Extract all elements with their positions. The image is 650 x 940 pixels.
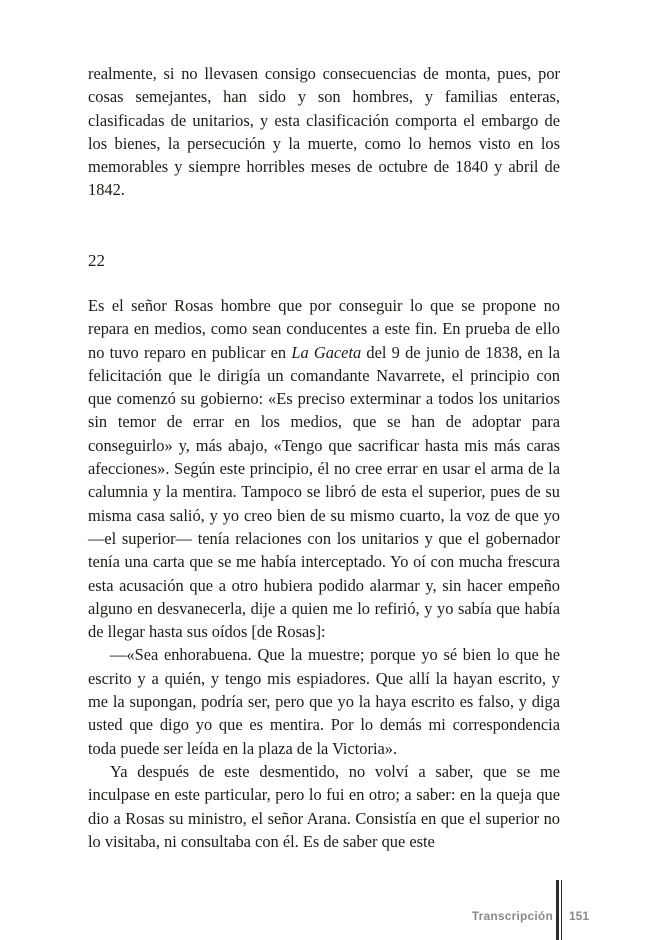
- paragraph-1-before-italic: Es el señor Rosas hombre que por conseguir lo que se propone no repara en medios, como sean conducentes a este fin. En prueba de ello no tuvo reparo en publicar en: [88, 296, 560, 362]
- paragraph-continuation: realmente, si no llevasen consigo consecuencias de monta, pues, por cosas semejantes, han sido y son hombres, y familias enteras, clasificadas de unitarios, y esta clasificación comporta el embargo de los bienes, la persecución y la muerte, como lo hemos visto en los memorables y siempre horribles meses de octubre de 1840 y abril de 1842.: [88, 64, 560, 200]
- text-block-main: [88, 294, 560, 853]
- paragraph-1-after-italic: del 9 de junio de 1838, en la felicitación que le dirigía un comandante Navarrete, el principio con que comenzó su gobierno: «Es preciso exterminar a todos los unitarios sin temor de errar en los medios, que se han de adoptar para conseguirlo» y, más abajo, «Tengo que sacrificar hasta mis más caras afecciones». Según este principio, él no cree errar en usar el arma de la calumnia y la mentira. Tampoco se libró de esta el superior, pues de su misma casa salió, y yo creo bien de su mismo cuarto, la voz de que yo —el superior— tenía relaciones con los unitarios y que el gobernador tenía una carta que se me había interceptado. Yo oí con mucha frescura esta acusación que a otro hubiera podido alarmar y, sin hacer empeño alguno en desvanecerla, dije a quien me lo refirió, y yo sabía que había de llegar hasta sus oídos [de Rosas]:: [88, 342, 560, 642]
- footer-divider-thick: [556, 880, 559, 940]
- footer-divider-thin: [561, 880, 562, 940]
- paragraph-3: Ya después de este desmentido, no volví a saber, que se me inculpase en este particular, pero lo fui en otro; a saber: en la queja que dio a Rosas su ministro, el señor Arana. Consistía en que el superior no lo visitaba, ni consultaba con él. Es de saber que este: [88, 761, 560, 851]
- running-footer-label: Transcripción: [471, 909, 553, 923]
- page-footer: [0, 880, 650, 940]
- text-block-top: [88, 62, 560, 202]
- page-number: 151: [569, 909, 590, 923]
- newspaper-title: La Gaceta: [291, 342, 362, 362]
- paragraph-2-quote: —«Sea enhorabuena. Que la muestre; porque yo sé bien lo que he escrito y a quién, y tengo mis espiadores. Que allí la hayan escrito, y me la supongan, podría ser, pero que yo la haya escrito es falso, y diga usted que digo yo que es mentira. Por lo demás mi correspondencia toda puede ser leída en la plaza de la Victoria».: [88, 645, 560, 758]
- section-number: 22: [88, 251, 105, 270]
- paragraph-1: [88, 294, 560, 643]
